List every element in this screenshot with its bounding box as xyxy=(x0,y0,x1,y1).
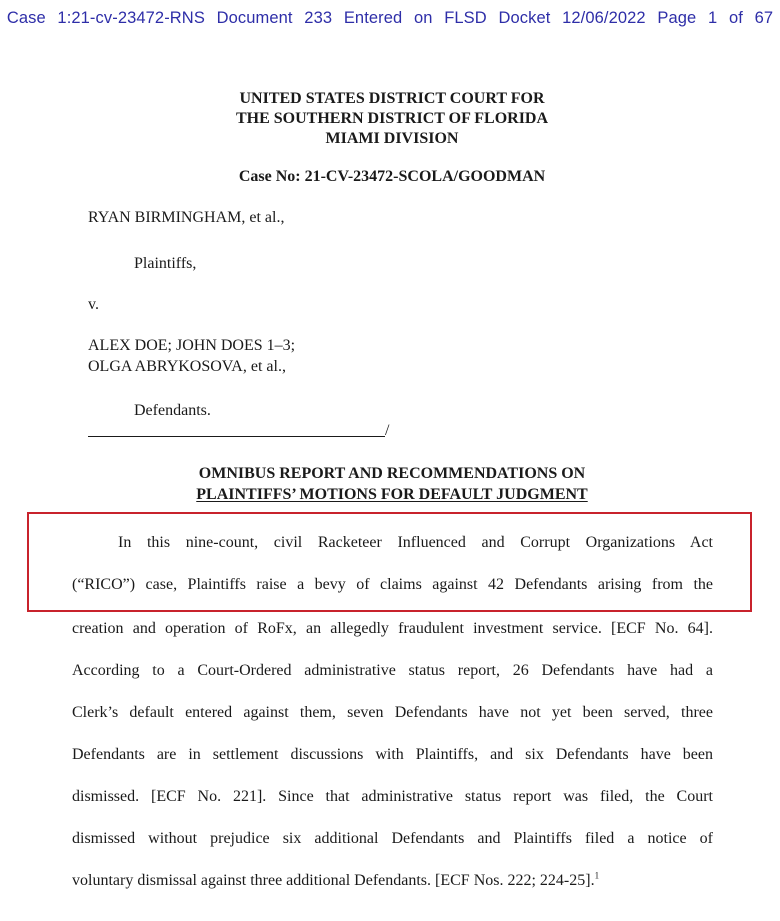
document-title xyxy=(2,463,780,505)
plaintiff-name: RYAN BIRMINGHAM, et al., xyxy=(88,209,285,226)
plaintiff-role: Plaintiffs, xyxy=(134,255,197,272)
court-heading xyxy=(2,89,780,149)
title-line-1: OMNIBUS REPORT AND RECOMMENDATIONS ON xyxy=(198,465,586,482)
body-line-3: creation and operation of RoFx, an allegedly fraudulent investment service. [ECF No. 64]. xyxy=(72,620,713,637)
title-line-2: PLAINTIFFS’ MOTIONS FOR DEFAULT JUDGMENT xyxy=(196,486,588,503)
court-line-2: THE SOUTHERN DISTRICT OF FLORIDA xyxy=(235,110,549,127)
body-line-5: Clerk’s default entered against them, seven Defendants have not yet been served, three xyxy=(72,704,713,721)
court-line-3: MIAMI DIVISION xyxy=(325,130,459,147)
body-line-7: dismissed. [ECF No. 221]. Since that administrative status report was filed, the Court xyxy=(72,788,713,805)
caption-slash: / xyxy=(385,422,390,439)
body-line-6: Defendants are in settlement discussions with Plaintiffs, and six Defendants have been xyxy=(72,746,713,763)
footnote-marker[interactable]: 1 xyxy=(594,870,600,881)
court-line-1: UNITED STATES DISTRICT COURT FOR xyxy=(239,90,545,107)
defendant-line-2: OLGA ABRYKOSOVA, et al., xyxy=(88,358,286,375)
versus-label: v. xyxy=(88,296,99,313)
defendant-line-1: ALEX DOE; JOHN DOES 1–3; xyxy=(88,337,296,354)
body-line-4: According to a Court-Ordered administrative status report, 26 Defendants have had a xyxy=(72,662,713,679)
defendant-role: Defendants. xyxy=(134,402,211,419)
case-number: Case No: 21-CV-23472-SCOLA/GOODMAN xyxy=(238,168,546,185)
body-line-9: voluntary dismissal against three additional Defendants. [ECF Nos. 222; 224-25].$^1$ xyxy=(72,870,600,889)
body-line-1: In this nine-count, civil Racketeer Influenced and Corrupt Organizations Act xyxy=(118,534,713,551)
highlight-box xyxy=(27,512,752,612)
body-line-8: dismissed without prejudice six additional Defendants and Plaintiffs filed a notice of xyxy=(72,830,713,847)
caption-rule xyxy=(88,436,385,437)
body-line-2: (“RICO”) case, Plaintiffs raise a bevy of claims against 42 Defendants arising from the xyxy=(72,576,713,593)
docket-header: Case 1:21-cv-23472-RNS Document 233 Entered on FLSD Docket 12/06/2022 Page 1 of 67 xyxy=(6,9,774,27)
